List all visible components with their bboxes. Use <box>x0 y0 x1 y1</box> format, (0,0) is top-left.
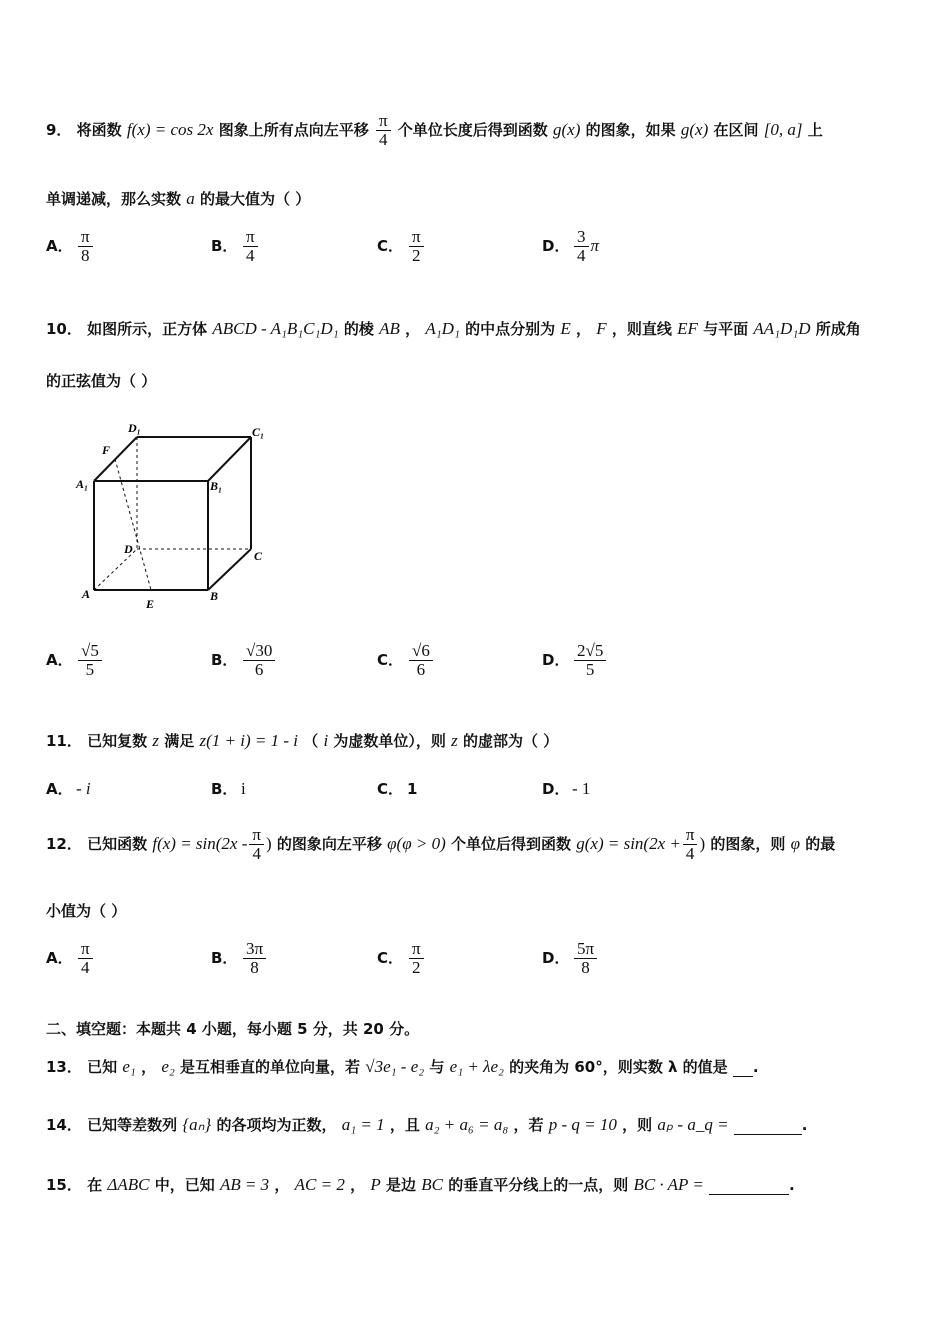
q12-number: 12． <box>46 834 82 853</box>
label-c: C <box>254 549 263 563</box>
q12-option-b[interactable]: B． $\frac{3\pi}{8}$ <box>211 940 268 977</box>
q11-equation: z(1 + i) = 1 - i <box>199 731 298 750</box>
q10-number: 10． <box>46 320 82 338</box>
q12-option-a[interactable]: A． $\frac{\pi}{4}$ <box>46 940 95 977</box>
label-a: A <box>82 587 91 601</box>
section-2-title: 二、填空题：本题共 4 小题，每小题 5 分，共 20 分。 <box>46 1020 420 1038</box>
q9-function: f(x) = cos 2x <box>126 119 214 139</box>
q10-option-d[interactable]: D． $\frac{2√5}{5}$ <box>542 642 608 679</box>
q12-f-fraction: $\frac{\pi}{4}$ <box>249 826 264 863</box>
q15-answer-blank[interactable] <box>709 1194 789 1195</box>
q9-shift-fraction: $\frac{\pi}{4}$ <box>376 112 391 149</box>
q9-line2: 单调递减，那么实数 a 的最大值为（ ） <box>46 189 311 208</box>
q9-line1: 9． 将函数 f(x) = cos 2x 图象上所有点向左平移 $\frac{\pi}{4}$ 个单位长度后得到函数 g(x) 的图象，如果 g(x) 在区间 [0, a] 上 <box>46 111 823 149</box>
label-d: D <box>124 542 133 556</box>
label-a1: A₁ <box>76 477 89 491</box>
q15-number: 15． <box>46 1176 82 1194</box>
label-d1: D₁ <box>128 421 141 435</box>
q13-number: 13． <box>46 1058 82 1076</box>
q14-line: 14． 已知等差数列 {aₙ} 的各项均为正数， a₁ = 1 ，且 a₂ + a₆ = a₈ ，若 p - q = 10 ，则 aₚ - a_q = . <box>46 1115 808 1134</box>
q12-option-d[interactable]: D． $\frac{5\pi}{8}$ <box>542 940 599 977</box>
q10-option-a[interactable]: A． $\frac{√5}{5}$ <box>46 642 104 679</box>
q11-option-d[interactable]: D． - 1 <box>542 779 591 798</box>
q12-option-c[interactable]: C． $\frac{\pi}{2}$ <box>377 940 426 977</box>
q12-line2: 小值为（ ） <box>46 902 127 920</box>
q11-line1: 11． 已知复数 z 满足 z(1 + i) = 1 - i （ i 为虚数单位），则 z 的虚部为（ ） <box>46 731 559 750</box>
q12-line1: 12． 已知函数 f(x) = sin(2x - $\frac{\pi}{4}$ ) 的图象向左平移 φ(φ > 0) 个单位后得到函数 g(x) = sin(2x + $\frac{\pi}{4}$ ) 的图象，则 φ 的最 <box>46 825 836 863</box>
q9-number: 9． <box>46 120 72 139</box>
q10-cube-figure <box>70 418 280 618</box>
label-f: F <box>102 443 111 457</box>
q10-line1: 10． 如图所示，正方体 ABCD - A₁B₁C₁D₁ 的棱 AB ， A₁D₁ 的中点分别为 E ， F ，则直线 EF 与平面 AA₁D₁D 所成角 <box>46 319 861 338</box>
q15-line: 15． 在 ΔABC 中，已知 AB = 3 ， AC = 2 ， P 是边 BC 的垂直平分线上的一点，则 BC · AP = . <box>46 1175 795 1194</box>
q11-option-a[interactable]: A． - i <box>46 779 91 798</box>
q9-option-a[interactable]: A． $\frac{\pi}{8}$ <box>46 228 95 265</box>
q13-answer-blank[interactable] <box>733 1076 753 1077</box>
q9-option-c[interactable]: C． $\frac{\pi}{2}$ <box>377 228 426 265</box>
q11-number: 11． <box>46 732 82 750</box>
q11-option-b[interactable]: B． i <box>211 779 246 798</box>
q9-option-d[interactable]: D． $\frac{3}{4}$ π <box>542 227 600 265</box>
label-e: E <box>146 597 155 611</box>
q14-answer-blank[interactable] <box>734 1134 802 1135</box>
q11-option-c[interactable]: C． 1 <box>377 780 418 798</box>
q14-number: 14． <box>46 1116 82 1134</box>
q9-interval: [0, a] <box>763 119 803 139</box>
label-c1: C₁ <box>252 425 265 439</box>
q12-g-fraction: $\frac{\pi}{4}$ <box>683 826 698 863</box>
label-b1: B₁ <box>210 479 223 493</box>
q9-option-b[interactable]: B． $\frac{\pi}{4}$ <box>211 228 260 265</box>
q13-line: 13． 已知 e₁ ， e₂ 是互相垂直的单位向量，若 √3e₁ - e₂ 与 e₁ + λe₂ 的夹角为 60°，则实数 λ 的值是 . <box>46 1057 759 1076</box>
q10-option-b[interactable]: B． $\frac{√30}{6}$ <box>211 642 277 679</box>
q10-option-c[interactable]: C． $\frac{√6}{6}$ <box>377 642 435 679</box>
label-b: B <box>210 589 219 603</box>
q10-line2: 的正弦值为（ ） <box>46 372 157 390</box>
q10-cube: ABCD - A₁B₁C₁D₁ <box>212 319 339 338</box>
